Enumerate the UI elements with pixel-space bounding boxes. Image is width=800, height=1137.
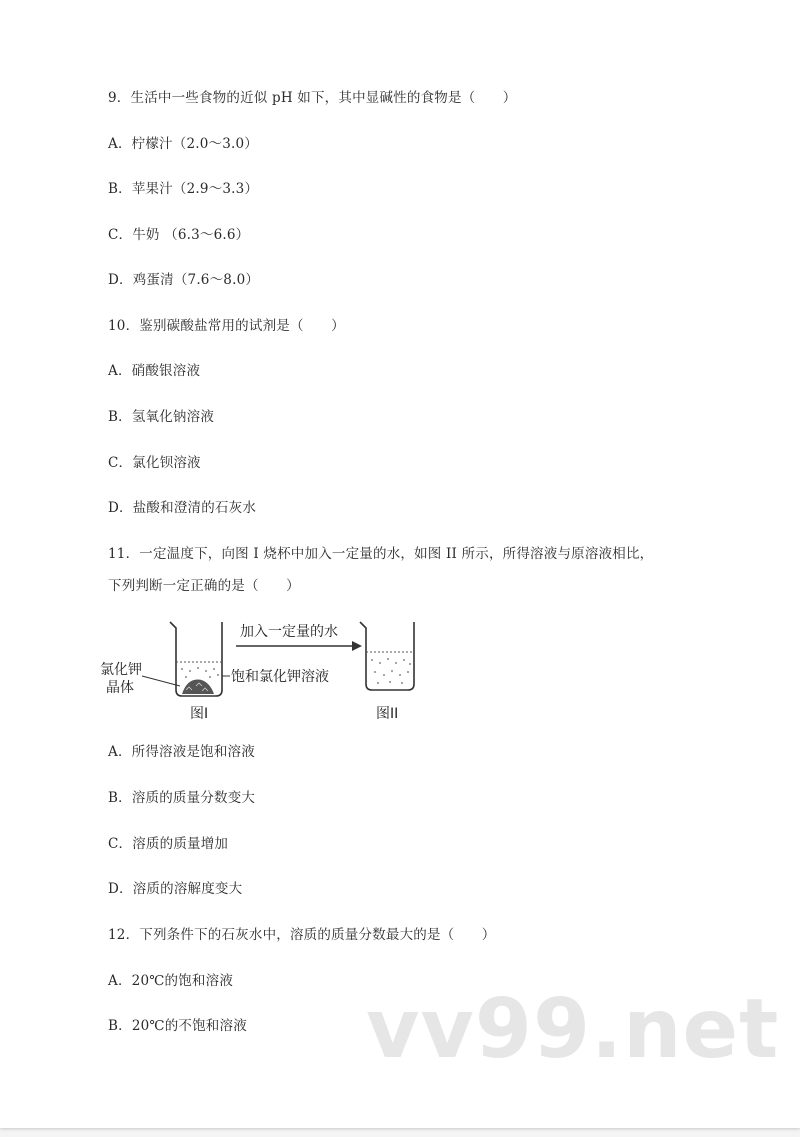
question-10-option-a: A．硝酸银溶液 <box>108 363 201 379</box>
question-11-option-c: C．溶质的质量增加 <box>108 836 229 852</box>
crystal-label-line-2: 晶体 <box>106 680 134 696</box>
question-12-option-a: A．20℃的饱和溶液 <box>108 973 234 989</box>
figure-2-caption: 图II <box>376 706 399 722</box>
arrow-head-icon <box>352 641 362 651</box>
question-10-option-b: B．氢氧化钠溶液 <box>108 409 215 425</box>
solution-label: 饱和氯化钾溶液 <box>231 669 329 685</box>
question-10-option-d: D．盐酸和澄清的石灰水 <box>108 500 257 516</box>
beaker-1 <box>170 622 222 696</box>
question-11-option-a: A．所得溶液是饱和溶液 <box>108 744 255 760</box>
question-9-option-c: C．牛奶 （6.3～6.6） <box>108 227 250 243</box>
arrow-label: 加入一定量的水 <box>240 624 338 640</box>
question-11-stem-continued: 下列判断一定正确的是（ ） <box>108 578 300 594</box>
question-9-option-b: B．苹果汁（2.9～3.3） <box>108 181 259 197</box>
question-9-option-d: D．鸡蛋清（7.6～8.0） <box>108 272 260 288</box>
question-11-stem: 11．一定温度下，向图 I 烧杯中加入一定量的水，如图 II 所示，所得溶液与原溶液相比， <box>108 546 654 562</box>
crystal-label-line-1: 氯化钾 <box>100 662 142 678</box>
question-12-stem: 12．下列条件下的石灰水中，溶质的质量分数最大的是（ ） <box>108 927 496 943</box>
beaker-diagram <box>100 614 430 726</box>
question-10-stem: 10．鉴别碳酸盐常用的试剂是（ ） <box>108 318 345 334</box>
question-11-option-b: B．溶质的质量分数变大 <box>108 790 256 806</box>
question-9-stem: 9．生活中一些食物的近似 pH 如下，其中显碱性的食物是（ ） <box>108 90 517 106</box>
question-12-option-b: B．20℃的不饱和溶液 <box>108 1018 247 1034</box>
question-11-option-d: D．溶质的溶解度变大 <box>108 881 243 897</box>
crystal-leader-line <box>142 676 180 686</box>
question-10-option-c: C．氯化钡溶液 <box>108 455 201 471</box>
beaker-2 <box>360 622 414 690</box>
beaker-diagram-svg <box>100 614 430 726</box>
crystal-pile <box>182 680 214 695</box>
watermark: vv99.net <box>366 982 780 1077</box>
figure-1-caption: 图I <box>190 706 209 722</box>
question-9-option-a: A．柠檬汁（2.0～3.0） <box>108 136 258 152</box>
